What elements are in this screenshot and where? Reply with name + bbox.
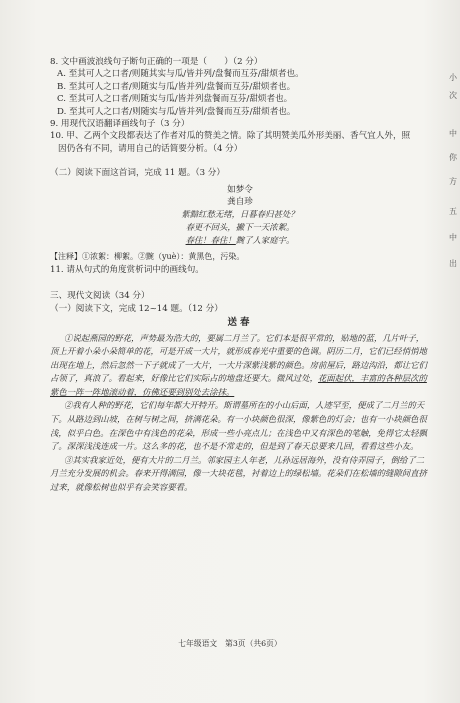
poem-title: 如梦令: [227, 184, 253, 195]
page-content: [50, 56, 430, 495]
question-8-option-d: D. 至其可人之口者/则随实与瓜/皆并列/盘餐而互芬/甜烦者也。: [57, 106, 296, 117]
page-footer: 七年级语文 第3页（共6页）: [178, 639, 282, 648]
poem-annotation: 【注释】①浓絮：柳絮。②黦（yuè）：黄黑色，污染。: [50, 252, 245, 262]
poem-line-3: [50, 234, 430, 247]
poem-line-3-rest: 黦了人家庭宇。: [235, 235, 295, 246]
margin-char: 中: [449, 129, 457, 138]
question-8-option-c: C. 至其可人之口者/则随实与瓜/皆并列盘餐而互芬/甜烦者也。: [57, 94, 293, 105]
poem-line-2: 春更不回头，撇下一天浓絮。: [185, 222, 295, 233]
margin-char: 中: [449, 233, 457, 242]
essay-paragraph-1: [50, 332, 430, 400]
essay-title: 送春: [227, 317, 253, 329]
section-2-heading: （二）阅读下面这首词，完成 11 题。（3 分）: [50, 168, 225, 179]
question-11: 11. 请从句式的角度赏析词中的画线句。: [50, 264, 204, 275]
question-8-stem: 8. 文中画波浪线句子断句正确的一项是（ ）（2 分）: [50, 57, 263, 67]
poem-line-1: 紫黯红愁无绪，日暮春归甚处？: [181, 209, 299, 220]
margin-char: 出: [449, 259, 457, 268]
question-8-option-a: A. 至其可人之口者/则随其实与瓜/皆并列/盘餐而互芬/甜烦者也。: [57, 69, 304, 80]
section-3-heading: 三、现代文阅读（34 分）: [50, 291, 150, 302]
margin-char: 你: [449, 153, 457, 162]
margin-char: 方: [449, 177, 457, 186]
essay-underlined-sentence: 花面起伏，丰富的各种层次的紫色一阵一阵地滚动着，仿佛还要到别处去涂抹。: [50, 373, 427, 397]
poem-author: 龚自珍: [227, 197, 253, 208]
question-9: 9. 用现代汉语翻译画线句子（3 分）: [50, 119, 190, 130]
poem: [50, 184, 430, 248]
section-3-1-heading: （一）阅读下文，完成 12~14 题。（12 分）: [50, 303, 223, 314]
essay-paragraph-3: ③其实我家近处，便有大片的二月兰。邻家园主人年老，儿孙远居海外，没有侍弄园子，倒给了二月兰充分发展的机会。春来开得满园，像一大块花毯，衬着边上的绿松墙。花朵们在松墙的缝隙间直挤过来，就像松树也似乎有会笑容要看。: [50, 454, 427, 493]
question-10-line-2: 因仍各有不同，请用自己的话简要分析。（4 分）: [58, 143, 243, 154]
poem-underlined-phrase: 春住！春住！: [185, 235, 236, 246]
essay-paragraph-2: ②我有人种的野花，它们每年都大开特开。斯谓墓所在的小山后面，人迹罕至，便成了二月兰的天下。从路边到山坡，在树与树之间，挤满花朵。有一小块颜色很深，像紫色的灯会；也有一小块颜色很浅，似乎白色。在深色中有浅色的花朵，形成一些小亮点儿；在浅色中又有深色的笔触，免得它太轻飘了。深深浅浅连成一片。这么多的花，也不是不常走的，但是到了春天总要来几回，看看这些小友。: [50, 400, 427, 452]
essay-paragraph-1-text: ①说起燕园的野花，声势最为浩大的，要属二月兰了。它们本是很平常的，贴地的蓝，几片叶子，顶上开着小朵小朵简单的花，可是开成一大片，就形成春光中重要的色调。阴历二月，它们已经悄悄地出现在地上，然后忽然一下子就成了一大片，一大片深紫浅紫的颜色。房前屋后，路边沟沿，都让它们占领了，真浪了。看起来，好像比它们实际占的地盘还要大。微风过处，: [50, 332, 427, 384]
margin-char: 五: [449, 207, 457, 216]
question-8-option-b: B. 至其可人之口者/则随实与瓜/皆并列/盘餐而互芬/甜烦者也。: [57, 81, 296, 92]
margin-char: 小: [449, 73, 457, 82]
question-10-line-1: 10. 甲、乙两个文段都表达了作者对瓜的赞美之情。除了其明赞美瓜外形美丽、香气宜人外，照: [50, 131, 411, 142]
margin-char: 次: [449, 91, 457, 100]
